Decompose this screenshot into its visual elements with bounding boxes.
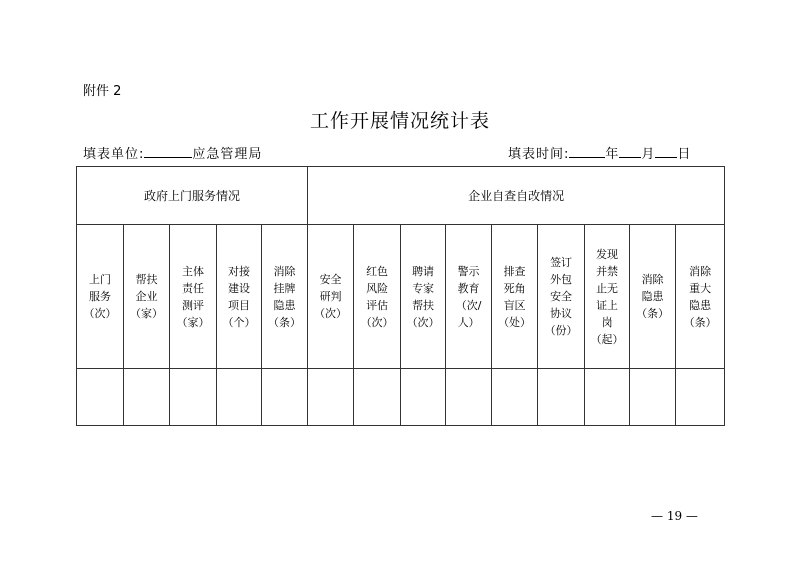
fill-time-line: [508, 143, 691, 162]
table-cell[interactable]: [354, 369, 401, 426]
month-blank: [619, 143, 641, 158]
column-header: 消除 重大 隐患 （条）: [676, 225, 725, 369]
table-cell[interactable]: [401, 369, 446, 426]
column-header: 红色 风险 评估 （次）: [354, 225, 401, 369]
table-cell[interactable]: [492, 369, 538, 426]
table-row: [77, 369, 725, 426]
year-blank: [569, 143, 605, 158]
fill-unit-label: 填表单位:: [83, 147, 145, 162]
day-label: 日: [677, 147, 692, 162]
column-header: 排查 死角 盲区 （处）: [492, 225, 538, 369]
group-header-row: [77, 167, 725, 225]
column-header: 聘请 专家 帮扶 （次）: [401, 225, 446, 369]
column-header: 安全 研判 （次）: [308, 225, 354, 369]
column-header: 发现 并禁 止无 证上 岗 （起）: [585, 225, 630, 369]
column-header: 帮扶 企业 （家）: [124, 225, 170, 369]
column-header: 警示 教育 （次/ 人）: [446, 225, 492, 369]
page-number: — 19 —: [651, 509, 698, 523]
column-header: 上门 服务 （次）: [77, 225, 124, 369]
column-header-row: [77, 225, 725, 369]
table-cell[interactable]: [676, 369, 725, 426]
table-cell[interactable]: [170, 369, 217, 426]
table-cell[interactable]: [124, 369, 170, 426]
column-header: 消除 挂牌 隐患 （条）: [262, 225, 308, 369]
group-enterprise-self-check: 企业自查自改情况: [308, 167, 725, 225]
column-header: 主体 责任 测评 （家）: [170, 225, 217, 369]
group-government-service: 政府上门服务情况: [77, 167, 308, 225]
fill-unit-value: 应急管理局: [192, 147, 263, 162]
table-cell[interactable]: [630, 369, 676, 426]
year-label: 年: [605, 147, 620, 162]
table-cell[interactable]: [308, 369, 354, 426]
fill-time-label: 填表时间:: [508, 147, 570, 162]
table-cell[interactable]: [538, 369, 585, 426]
table-cell[interactable]: [262, 369, 308, 426]
statistics-table: [76, 166, 725, 426]
table-cell[interactable]: [77, 369, 124, 426]
fill-unit-line: [83, 143, 262, 162]
column-header: 对接 建设 项目 （个）: [217, 225, 262, 369]
table-cell[interactable]: [446, 369, 492, 426]
table-cell[interactable]: [585, 369, 630, 426]
column-header: 签订 外包 安全 协议 （份）: [538, 225, 585, 369]
column-header: 消除 隐患 （条）: [630, 225, 676, 369]
attachment-label: 附件 2: [83, 84, 122, 99]
month-label: 月: [641, 147, 656, 162]
table-cell[interactable]: [217, 369, 262, 426]
page-title: 工作开展情况统计表: [309, 110, 490, 132]
fill-unit-blank: [144, 143, 192, 158]
day-blank: [655, 143, 677, 158]
